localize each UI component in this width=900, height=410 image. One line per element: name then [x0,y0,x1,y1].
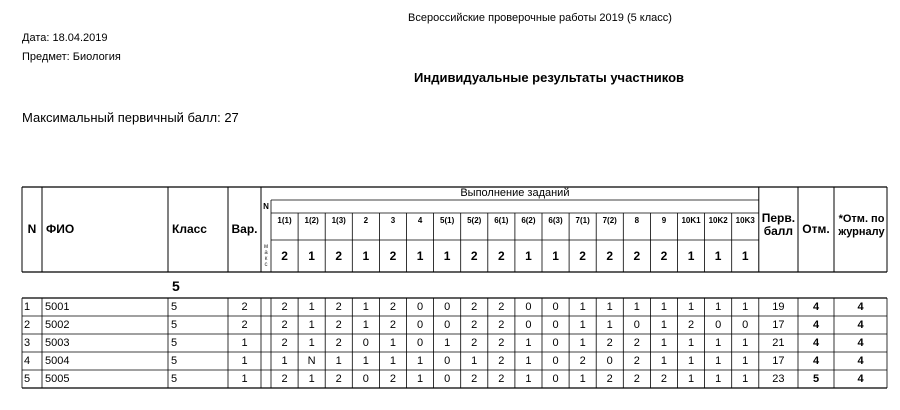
row-task-11: 1 [579,319,586,331]
header-fio: ФИО [46,222,75,236]
row-variant: 1 [241,337,248,349]
row-journal: 4 [857,355,864,367]
row-task-12: 0 [606,355,613,367]
row-mark: 4 [812,301,820,313]
row-task-4: 1 [389,355,396,367]
row-task-16: 1 [715,373,722,385]
row-task-1: 1 [308,319,315,331]
row-task-3: 1 [362,319,369,331]
header-variant: Вар. [231,222,258,236]
row-task-6: 0 [444,373,451,385]
row-task-5: 0 [416,319,424,331]
row-fio: 5002 [45,319,70,331]
row-task-14: 1 [660,319,667,331]
max-point-2: 2 [335,249,343,263]
row-class: 5 [171,373,178,385]
row-task-1: 1 [308,337,315,349]
row-task-8: 2 [498,337,505,349]
row-task-2: 2 [335,301,342,313]
row-task-7: 1 [471,355,478,367]
header-task-16: 10K2 [708,216,728,225]
header-score: Перв. балл [761,211,796,238]
header-task-9: 6(2) [521,216,536,225]
row-task-4: 2 [389,319,396,331]
header-class: Класс [172,222,207,236]
row-number: 1 [24,301,31,313]
row-task-9: 0 [525,319,532,331]
max-point-3: 1 [362,249,370,263]
row-score: 17 [772,355,785,367]
row-task-11: 1 [579,337,586,349]
max-point-13: 2 [633,249,641,263]
header-task-13: 8 [634,216,640,225]
max-point-8: 2 [498,249,505,263]
row-task-10: 0 [552,301,559,313]
row-task-11: 1 [579,301,586,313]
row-journal: 4 [857,337,864,349]
row-task-13: 2 [633,373,640,385]
header-task-10: 6(3) [548,216,563,225]
header-task-0: 1(1) [277,216,292,225]
row-class: 5 [171,301,178,313]
max-point-7: 2 [470,249,478,263]
row-journal: 4 [857,373,864,385]
header-task-3: 2 [363,216,369,225]
row-task-8: 2 [498,373,505,385]
row-task-10: 0 [552,373,559,385]
row-task-12: 1 [606,319,613,331]
row-score: 21 [772,337,785,349]
row-task-15: 2 [687,319,695,331]
header-task-7: 5(2) [467,216,482,225]
report-title: Всероссийские проверочные работы 2019 (5 класс) [408,12,672,24]
row-task-1: N [307,355,316,367]
row-score: 17 [772,319,785,331]
row-task-4: 2 [389,301,396,313]
header-task-15: 10K1 [681,216,701,225]
row-task-13: 2 [633,355,640,367]
row-variant: 2 [241,319,248,331]
row-task-15: 1 [687,373,695,385]
row-variant: 2 [241,301,248,313]
row-task-17: 1 [742,337,749,349]
row-fio: 5003 [45,337,70,349]
row-fio: 5004 [45,355,70,367]
row-score: 23 [772,373,785,385]
row-mark: 4 [812,337,820,349]
row-task-5: 0 [416,301,424,313]
row-task-8: 2 [498,301,505,313]
row-task-12: 2 [606,337,613,349]
max-point-9: 1 [525,249,532,263]
row-number: 5 [24,373,31,385]
max-point-11: 2 [579,249,586,263]
max-point-16: 1 [714,249,722,263]
header-task-8: 6(1) [494,216,509,225]
header-mark: Отм. [802,222,830,236]
header-task-5: 4 [417,216,423,225]
row-task-3: 0 [362,373,369,385]
row-task-5: 1 [416,373,424,385]
row-task-1: 1 [308,301,315,313]
max-point-0: 2 [281,249,288,263]
row-task-17: 0 [742,319,749,331]
row-task-10: 0 [552,355,559,367]
row-task-14: 1 [660,337,667,349]
row-task-13: 1 [633,301,640,313]
row-task-9: 1 [525,373,532,385]
header-max-label: м а к с [263,244,269,268]
row-task-9: 1 [525,355,532,367]
max-point-4: 2 [389,249,397,263]
row-task-2: 1 [335,355,342,367]
header-task-11: 7(1) [575,216,590,225]
header-task-17: 10K3 [735,216,755,225]
row-task-5: 0 [416,337,424,349]
row-task-17: 1 [742,355,749,367]
max-point-15: 1 [687,249,695,263]
max-point-1: 1 [308,249,315,263]
row-score: 19 [772,301,785,313]
row-task-7: 2 [471,301,478,313]
max-point-10: 1 [552,249,559,263]
row-task-3: 1 [362,301,369,313]
row-journal: 4 [857,301,864,313]
header-journal: *Отм. по журналу [838,213,885,238]
row-task-14: 1 [660,301,667,313]
row-task-1: 1 [308,373,315,385]
row-variant: 1 [241,355,248,367]
row-class: 5 [171,337,178,349]
header-tasks: Выполнение заданий [460,187,570,199]
row-task-3: 1 [362,355,369,367]
row-task-16: 0 [715,319,722,331]
row-task-17: 1 [742,301,749,313]
row-task-7: 2 [471,337,478,349]
max-point-14: 2 [660,249,668,263]
max-score-label: Максимальный первичный балл: 27 [22,110,239,125]
row-task-13: 0 [633,319,640,331]
header-task-6: 5(1) [440,216,455,225]
row-task-15: 1 [687,337,695,349]
report-subject: Предмет: Биология [22,51,121,63]
row-task-11: 1 [579,373,586,385]
report-date: Дата: 18.04.2019 [22,32,108,44]
row-task-16: 1 [715,337,722,349]
row-task-12: 2 [606,373,613,385]
group-label: 5 [172,278,180,294]
row-fio: 5005 [45,373,70,385]
row-task-6: 1 [444,337,451,349]
header-task-n: N [263,202,269,211]
report-heading: Индивидуальные результаты участников [414,70,685,85]
row-task-10: 0 [552,337,559,349]
row-task-17: 1 [742,373,749,385]
row-task-0: 2 [281,319,288,331]
row-task-10: 0 [552,319,559,331]
row-task-9: 0 [525,301,532,313]
row-task-6: 0 [444,319,451,331]
row-task-11: 2 [579,355,586,367]
row-task-16: 1 [715,301,722,313]
max-point-5: 1 [416,249,424,263]
row-task-0: 2 [281,337,288,349]
row-number: 3 [24,337,31,349]
row-task-6: 0 [444,301,451,313]
row-task-2: 2 [335,319,342,331]
row-task-2: 2 [335,337,342,349]
row-task-8: 2 [498,319,505,331]
row-class: 5 [171,319,178,331]
header-task-2: 1(3) [331,216,346,225]
row-task-15: 1 [687,301,695,313]
row-journal: 4 [857,319,864,331]
row-task-7: 2 [471,373,478,385]
row-task-8: 2 [498,355,505,367]
row-task-16: 1 [715,355,722,367]
row-task-5: 1 [416,355,424,367]
row-task-4: 2 [389,373,396,385]
row-task-14: 2 [660,373,667,385]
row-mark: 5 [812,373,820,385]
header-task-12: 7(2) [602,216,617,225]
header-n: N [27,222,37,236]
row-fio: 5001 [45,301,70,313]
row-task-6: 0 [444,355,451,367]
row-task-9: 1 [525,337,532,349]
max-point-17: 1 [741,249,749,263]
row-task-12: 1 [606,301,613,313]
row-task-0: 2 [281,373,288,385]
row-mark: 4 [812,319,820,331]
row-task-2: 2 [335,373,342,385]
row-task-4: 1 [389,337,396,349]
row-task-0: 2 [281,301,288,313]
row-class: 5 [171,355,178,367]
row-task-14: 1 [660,355,667,367]
row-mark: 4 [812,355,820,367]
header-task-14: 9 [661,216,667,225]
row-task-7: 2 [471,319,478,331]
row-task-3: 0 [362,337,369,349]
row-task-15: 1 [687,355,695,367]
row-number: 4 [24,355,31,367]
max-point-12: 2 [606,249,614,263]
row-variant: 1 [241,373,248,385]
row-task-0: 1 [281,355,288,367]
header-task-4: 3 [390,216,396,225]
row-number: 2 [24,319,31,331]
header-task-1: 1(2) [304,216,319,225]
max-point-6: 1 [443,249,451,263]
row-task-13: 2 [633,337,640,349]
